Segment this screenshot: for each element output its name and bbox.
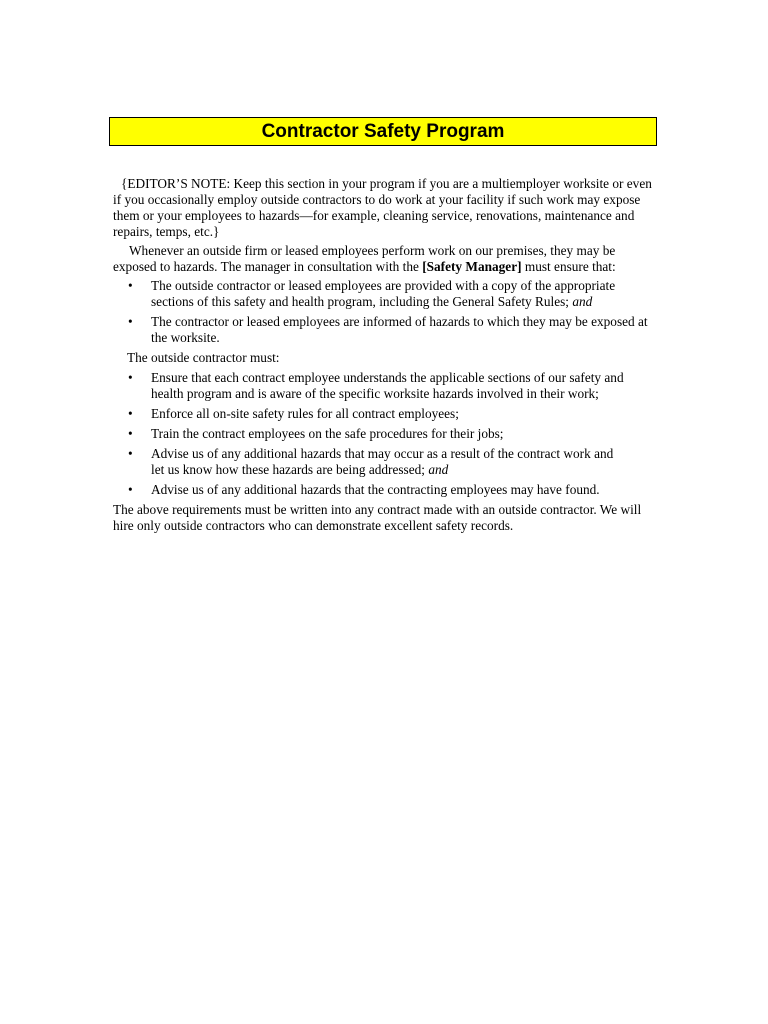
title-banner [109,117,657,146]
document-body [113,176,658,537]
page-title: Contractor Safety Program [261,120,505,142]
list-item [113,482,658,498]
bullet-icon: • [128,426,133,441]
list-item-text: The outside contractor or leased employees are provided with a copy of the appropriate sections of this safety and health program, including the General Safety Rules; [151,278,616,309]
list-item-text: Ensure that each contract employee understands the applicable sections of our safety and health program and is aware of the specific worksite hazards involved in their work; [151,370,624,401]
closing-paragraph: The above requirements must be written into any contract made with an outside contractor. We will hire only outside contractors who can demonstrate excellent safety records. [113,502,642,533]
list-item [113,446,658,478]
list-item [113,314,658,346]
bullet-icon: • [128,278,133,293]
list-item [113,406,658,422]
list-item-suffix: and [572,294,593,309]
safety-manager-placeholder: [Safety Manager] [422,259,522,274]
bullet-icon: • [128,406,133,421]
list-item-text: Advise us of any additional hazards that the contracting employees may have found. [151,482,600,497]
bullet-icon: • [128,370,133,385]
intro-text-before: Whenever an outside firm or leased employees perform work on our premises, they may be exposed to hazards. The manager in consultation with the [113,243,616,274]
contractor-heading: The outside contractor must: [127,350,280,365]
list-item-continuation: let us know how these hazards are being addressed; [151,462,429,477]
requirements-list [113,278,658,346]
bullet-icon: • [128,446,133,461]
contractor-duties-list [113,370,658,498]
list-item-text: Enforce all on-site safety rules for all contract employees; [151,406,459,421]
bullet-icon: • [128,482,133,497]
bullet-icon: • [128,314,133,329]
editor-note: {EDITOR’S NOTE: Keep this section in your program if you are a multiemployer worksite or even if you occasionally employ outside contractors to do work at your facility if such work may expose them or your employees to hazards—for example, cleaning service, renovations, maintenance and repairs, temps, etc.} [113,176,652,239]
intro-text-after: must ensure that: [521,259,616,274]
list-item-suffix: and [428,462,449,477]
list-item [113,426,658,442]
list-item-text: Train the contract employees on the safe procedures for their jobs; [151,426,504,441]
list-item [113,278,658,310]
intro-paragraph [113,243,658,275]
list-item-text: Advise us of any additional hazards that may occur as a result of the contract work and [151,446,614,461]
list-item [113,370,658,402]
list-item-text: The contractor or leased employees are informed of hazards to which they may be exposed at the worksite. [151,314,648,345]
